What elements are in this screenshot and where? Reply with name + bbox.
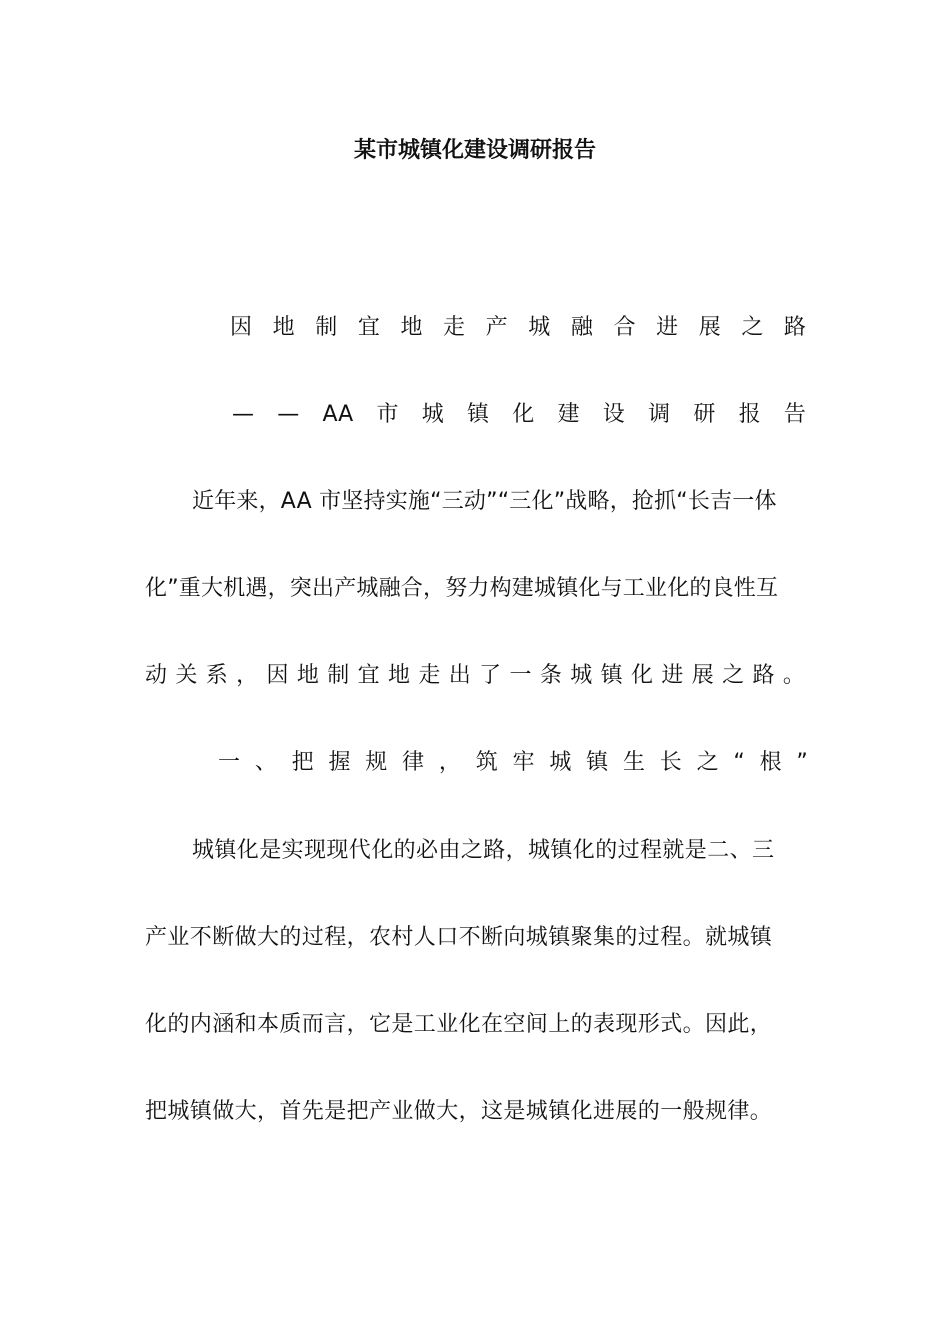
glyph: ， [438, 750, 461, 775]
paragraph-2-line-2: 产业不断做大的过程，农村人口不断向城镇聚集的过程。就城镇 [145, 925, 773, 950]
glyph: 调 [648, 402, 671, 427]
glyph: 系 [205, 663, 228, 688]
glyph: 城 [528, 315, 551, 340]
subtitle-line-2 [232, 400, 806, 430]
glyph: 之 [741, 315, 764, 340]
glyph: 化 [631, 663, 654, 688]
glyph: 出 [448, 663, 471, 688]
glyph: 产 [485, 315, 508, 340]
glyph: 宜 [357, 315, 380, 340]
glyph: — [277, 402, 300, 427]
glyph: 筑 [475, 750, 498, 775]
glyph: 地 [400, 315, 423, 340]
paragraph-1-line-2: 化”重大机遇，突出产城融合，努力构建城镇化与工业化的良性互 [145, 576, 779, 601]
glyph: 制 [327, 663, 350, 688]
glyph: 规 [365, 750, 388, 775]
glyph: 长 [659, 750, 682, 775]
glyph: 融 [570, 315, 593, 340]
glyph: 镇 [586, 750, 609, 775]
glyph: 地 [388, 663, 411, 688]
glyph: 制 [315, 315, 338, 340]
glyph: 根 [759, 750, 782, 775]
glyph: 一 [509, 663, 532, 688]
glyph: 把 [291, 750, 314, 775]
glyph: 设 [602, 402, 625, 427]
glyph: 路 [752, 663, 775, 688]
glyph: 城 [570, 663, 593, 688]
section-1-heading [218, 748, 808, 778]
paragraph-2-line-4: 把城镇做大，首先是把产业做大，这是城镇化进展的一般规律。 [145, 1099, 773, 1124]
paragraph-1-line-3 [145, 661, 805, 691]
paragraph-2-line-1: 城镇化是实现现代化的必由之路，城镇化的过程就是二、三 [192, 838, 775, 863]
glyph: 了 [479, 663, 502, 688]
glyph: 进 [661, 663, 684, 688]
glyph: 城 [421, 402, 444, 427]
glyph: “ [733, 750, 745, 775]
glyph: 市 [376, 402, 399, 427]
glyph: 牢 [512, 750, 535, 775]
glyph: 生 [622, 750, 645, 775]
glyph: 之 [696, 750, 719, 775]
glyph: 研 [693, 402, 716, 427]
glyph: 告 [783, 402, 806, 427]
subtitle-line-1 [230, 313, 806, 343]
glyph: 之 [722, 663, 745, 688]
document-title: 某市城镇化建设调研报告 [353, 138, 596, 163]
glyph: 宜 [357, 663, 380, 688]
glyph: 握 [328, 750, 351, 775]
glyph: 化 [512, 402, 535, 427]
glyph: 条 [539, 663, 562, 688]
glyph: 因 [230, 315, 253, 340]
glyph: 地 [296, 663, 319, 688]
glyph: — [232, 402, 254, 427]
glyph: 展 [698, 315, 721, 340]
glyph: 报 [738, 402, 761, 427]
glyph: 建 [557, 402, 580, 427]
glyph: 。 [782, 663, 805, 688]
glyph: 动 [145, 663, 168, 688]
glyph: 因 [266, 663, 289, 688]
glyph: 路 [783, 315, 806, 340]
glyph: 镇 [600, 663, 623, 688]
glyph: 城 [549, 750, 572, 775]
glyph: 进 [656, 315, 679, 340]
glyph: ” [796, 750, 808, 775]
glyph: 、 [254, 750, 277, 775]
glyph: 走 [418, 663, 441, 688]
glyph: ， [236, 663, 259, 688]
glyph: 展 [691, 663, 714, 688]
glyph: 合 [613, 315, 636, 340]
glyph: 一 [218, 750, 241, 775]
glyph: 关 [175, 663, 198, 688]
glyph: 地 [272, 315, 295, 340]
glyph: 律 [402, 750, 425, 775]
paragraph-2-line-3: 化的内涵和本质而言，它是工业化在空间上的表现形式。因此， [145, 1012, 773, 1037]
glyph: AA [322, 402, 354, 427]
paragraph-1-line-1: 近年来，AA 市坚持实施“三动”“三化”战略，抢抓“长吉一体 [192, 489, 777, 514]
glyph: 镇 [467, 402, 490, 427]
glyph: 走 [443, 315, 466, 340]
